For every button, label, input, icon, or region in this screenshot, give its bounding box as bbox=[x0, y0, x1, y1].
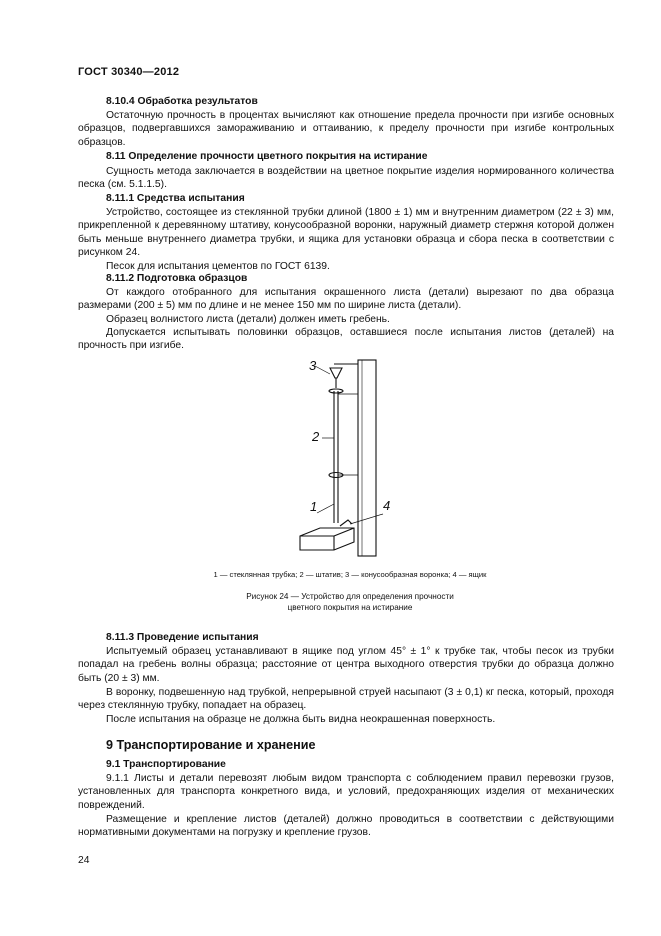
figure-caption bbox=[150, 591, 550, 613]
section-9-1-title: 9.1 Транспортирование bbox=[106, 759, 226, 770]
section-9-1-paragraph-2: Размещение и крепление листов (деталей) должно проводиться в соответствии с действующими нормативными документами на погрузку и крепление грузов. bbox=[78, 814, 614, 839]
section-8-11-1-paragraph-2: Песок для испытания цементов по ГОСТ 6139. bbox=[106, 261, 330, 272]
section-8-11-3-paragraph-1: Испытуемый образец устанавливают в ящике под углом 45° ± 1° к трубке так, чтобы песок из трубки попадал на гребень волны образца; расстояние от центра выходного отверстия трубки до образца должно быть (20 ± 3) мм. bbox=[78, 646, 614, 684]
section-8-11-2-title: 8.11.2 Подготовка образцов bbox=[106, 273, 248, 284]
section-8-11-paragraph: Сущность метода заключается в воздействии на цветное покрытие изделия нормированного количества песка (см. 5.1.1.5). bbox=[78, 166, 614, 191]
section-8-10-4-title: 8.10.4 Обработка результатов bbox=[106, 96, 258, 107]
figure-label-3: 3 bbox=[309, 358, 317, 373]
figure-caption-line-1: Рисунок 24 — Устройство для определения прочности bbox=[246, 592, 454, 601]
section-9-title: 9 Транспортирование и хранение bbox=[106, 738, 316, 752]
funnel bbox=[330, 368, 342, 378]
figure-legend: 1 — стеклянная трубка; 2 — штатив; 3 — конусообразная воронка; 4 — ящик bbox=[213, 570, 487, 579]
sample-ridge bbox=[340, 520, 352, 526]
section-8-11-title: 8.11 Определение прочности цветного покрытия на истирание bbox=[106, 151, 428, 162]
section-8-11-1-title: 8.11.1 Средства испытания bbox=[106, 193, 245, 204]
page-number: 24 bbox=[78, 855, 90, 866]
section-8-11-1-paragraph-1: Устройство, состоящее из стеклянной трубки длиной (1800 ± 1) мм и внутренним диаметром (22 ± 3) мм, прикрепленной к деревянному штативу, конусообразной воронки, наружный диаметр стержня которой должен быть меньше внутреннего диаметра трубки, и ящика для установки образца и сбора песка в соответствии с рисунком 24. bbox=[78, 207, 614, 259]
stand-post bbox=[358, 360, 376, 556]
section-8-11-2-paragraph-3: Допускается испытывать половинки образцов, оставшиеся после испытания листов (деталей) на прочность при изгибе. bbox=[78, 327, 614, 352]
figure-label-1: 1 bbox=[310, 499, 318, 514]
section-8-11-2-paragraph-1: От каждого отобранного для испытания окрашенного листа (детали) вырезают по два образца размерами (200 ± 5) мм по длине и не менее 150 мм по ширине листа (детали). bbox=[78, 287, 614, 312]
section-8-11-2-paragraph-2: Образец волнистого листа (детали) должен иметь гребень. bbox=[106, 314, 390, 325]
figure-label-4: 4 bbox=[383, 498, 391, 513]
figure-caption-line-2: цветного покрытия на истирание bbox=[287, 603, 413, 612]
section-8-11-3-paragraph-3: После испытания на образце не должна быть видна неокрашенная поверхность. bbox=[106, 714, 496, 725]
standard-header: ГОСТ 30340—2012 bbox=[78, 66, 180, 78]
section-9-1-1-paragraph: 9.1.1 Листы и детали перевозят любым видом транспорта с соблюдением правил перевозки грузов, установленных для транспорта конкретного вида, и условий, предохраняющих изделия от механических повреждений. bbox=[78, 773, 614, 811]
clamp-top bbox=[329, 389, 343, 393]
figure-label-2: 2 bbox=[312, 429, 320, 444]
section-8-11-3-paragraph-2: В воронку, подвешенную над трубкой, непрерывной струей насыпают (3 ± 0,1) кг песка, который, проходя через стеклянную трубку, попадает на образец. bbox=[78, 687, 614, 712]
section-8-10-4-paragraph: Остаточную прочность в процентах вычисляют как отношение предела прочности при изгибе основных образцов, подвергавшихся замораживанию и оттаиванию, к пределу прочности при изгибе контрольных образцов. bbox=[78, 110, 614, 148]
section-8-11-3-title: 8.11.3 Проведение испытания bbox=[106, 632, 259, 643]
apparatus-figure bbox=[290, 358, 410, 558]
